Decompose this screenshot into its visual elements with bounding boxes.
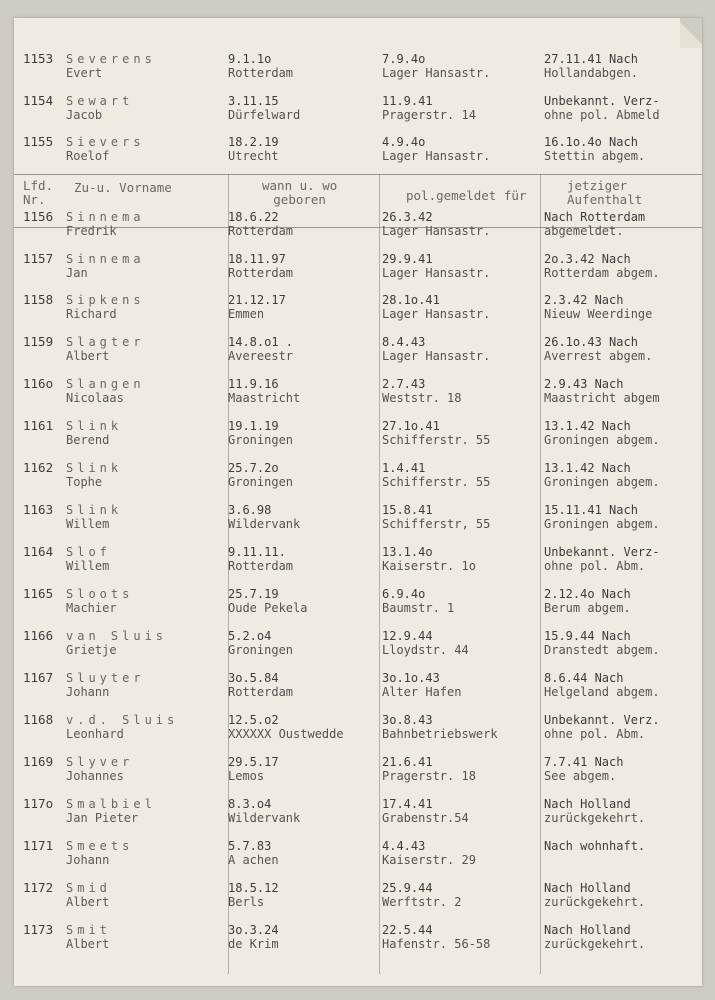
given-name: Jan bbox=[66, 266, 88, 280]
registration-address: Lloydstr. 44 bbox=[382, 643, 469, 657]
current-location-line1: 2o.3.42 Nach bbox=[544, 252, 631, 266]
current-location-line1: 27.11.41 Nach bbox=[544, 52, 638, 66]
current-location-line1: 8.6.44 Nach bbox=[544, 671, 624, 685]
registration-address: Lager Hansastr. bbox=[382, 224, 491, 238]
registration-date: 17.4.41 bbox=[382, 797, 433, 811]
registration-date: 11.9.41 bbox=[382, 94, 433, 108]
registration-date: 27.1o.41 bbox=[382, 419, 440, 433]
table-row bbox=[14, 711, 702, 749]
birth-place: A achen bbox=[228, 853, 279, 867]
given-name: Johannes bbox=[66, 769, 124, 783]
birth-date: 9.11.11. bbox=[228, 545, 286, 559]
current-location-line1: Nach Rotterdam bbox=[544, 210, 646, 224]
table-row bbox=[14, 795, 702, 833]
birth-place: Oude Pekela bbox=[228, 601, 308, 615]
header-name: Zu-u. Vorname bbox=[74, 180, 172, 195]
current-location-line1: 16.1o.4o Nach bbox=[544, 135, 638, 149]
row-number: 1165 bbox=[23, 586, 54, 601]
current-location-line1: 15.9.44 Nach bbox=[544, 629, 631, 643]
birth-date: 25.7.2o bbox=[228, 461, 279, 475]
surname: Smeets bbox=[66, 839, 134, 853]
birth-place: Rotterdam bbox=[228, 224, 294, 238]
given-name: Tophe bbox=[66, 475, 103, 489]
surname: Smalbiel bbox=[66, 797, 156, 811]
folded-corner bbox=[680, 18, 702, 48]
table-row bbox=[14, 627, 702, 665]
current-location-line1: 2.3.42 Nach bbox=[544, 293, 624, 307]
row-number: 1173 bbox=[23, 922, 54, 937]
surname: Slagter bbox=[66, 335, 145, 349]
surname: Sinnema bbox=[66, 210, 145, 224]
current-location-line1: 2.9.43 Nach bbox=[544, 377, 624, 391]
row-number: 116o bbox=[23, 376, 54, 391]
current-location-line2: Maastricht abgem bbox=[544, 391, 660, 405]
surname: Slof bbox=[66, 545, 111, 559]
current-location-line1: Unbekannt. Verz. bbox=[544, 713, 660, 727]
registration-date: 29.9.41 bbox=[382, 252, 433, 266]
registration-date: 2.7.43 bbox=[382, 377, 426, 391]
surname: Sewart bbox=[66, 94, 134, 108]
table-row bbox=[14, 669, 702, 707]
registration-address: Baumstr. 1 bbox=[382, 601, 455, 615]
row-number: 1157 bbox=[23, 251, 54, 266]
birth-date: 5.2.o4 bbox=[228, 629, 272, 643]
registration-address: Kaiserstr. 1o bbox=[382, 559, 476, 573]
birth-place: Groningen bbox=[228, 643, 294, 657]
current-location-line2: Stettin abgem. bbox=[544, 149, 646, 163]
birth-date: 19.1.19 bbox=[228, 419, 279, 433]
given-name: Berend bbox=[66, 433, 110, 447]
table-row bbox=[14, 133, 702, 171]
header-registered: pol.gemeldet für bbox=[406, 188, 527, 203]
given-name: Jacob bbox=[66, 108, 103, 122]
registration-date: 6.9.4o bbox=[382, 587, 426, 601]
row-number: 1156 bbox=[23, 209, 54, 224]
current-location-line2: Groningen abgem. bbox=[544, 517, 660, 531]
surname: Sinnema bbox=[66, 252, 145, 266]
current-location-line2: Groningen abgem. bbox=[544, 475, 660, 489]
given-name: Fredrik bbox=[66, 224, 117, 238]
current-location-line2: Berum abgem. bbox=[544, 601, 631, 615]
header-location: jetziger Aufenthalt bbox=[567, 178, 643, 207]
surname: Slyver bbox=[66, 755, 134, 769]
birth-date: 29.5.17 bbox=[228, 755, 279, 769]
given-name: Nicolaas bbox=[66, 391, 124, 405]
current-location-line2: Rotterdam abgem. bbox=[544, 266, 660, 280]
birth-date: 3o.3.24 bbox=[228, 923, 279, 937]
birth-date: 18.11.97 bbox=[228, 252, 286, 266]
surname: Sloots bbox=[66, 587, 134, 601]
surname: Sievers bbox=[66, 135, 145, 149]
registration-date: 26.3.42 bbox=[382, 210, 433, 224]
birth-place: Rotterdam bbox=[228, 559, 294, 573]
registration-address: Lager Hansastr. bbox=[382, 307, 491, 321]
row-number: 1154 bbox=[23, 93, 54, 108]
birth-place: Groningen bbox=[228, 433, 294, 447]
birth-date: 25.7.19 bbox=[228, 587, 279, 601]
row-number: 1153 bbox=[23, 51, 54, 66]
registration-address: Pragerstr. 18 bbox=[382, 769, 476, 783]
table-row bbox=[14, 921, 702, 959]
table-row bbox=[14, 837, 702, 875]
registration-address: Lager Hansastr. bbox=[382, 266, 491, 280]
registration-date: 21.6.41 bbox=[382, 755, 433, 769]
given-name: Johann bbox=[66, 853, 110, 867]
table-row bbox=[14, 585, 702, 623]
birth-date: 8.3.o4 bbox=[228, 797, 272, 811]
registration-date: 13.1.4o bbox=[382, 545, 433, 559]
current-location-line1: Unbekannt. Verz- bbox=[544, 94, 660, 108]
table-row bbox=[14, 753, 702, 791]
current-location-line1: 13.1.42 Nach bbox=[544, 461, 631, 475]
table-row bbox=[14, 92, 702, 130]
table-row bbox=[14, 375, 702, 413]
birth-place: Emmen bbox=[228, 307, 265, 321]
surname: van Sluis bbox=[66, 629, 168, 643]
row-number: 1158 bbox=[23, 292, 54, 307]
birth-place: Wildervank bbox=[228, 811, 301, 825]
registration-address: Pragerstr. 14 bbox=[382, 108, 476, 122]
registration-date: 25.9.44 bbox=[382, 881, 433, 895]
given-name: Roelof bbox=[66, 149, 110, 163]
current-location-line2: Nieuw Weerdinge bbox=[544, 307, 653, 321]
birth-date: 5.7.83 bbox=[228, 839, 272, 853]
current-location-line1: 7.7.41 Nach bbox=[544, 755, 624, 769]
table-row bbox=[14, 291, 702, 329]
current-location-line1: 26.1o.43 Nach bbox=[544, 335, 638, 349]
row-number: 1171 bbox=[23, 838, 54, 853]
current-location-line2: Averrest abgem. bbox=[544, 349, 653, 363]
birth-date: 9.1.1o bbox=[228, 52, 272, 66]
current-location-line2: zurückgekehrt. bbox=[544, 895, 646, 909]
given-name: Albert bbox=[66, 349, 110, 363]
birth-date: 3.11.15 bbox=[228, 94, 279, 108]
birth-date: 21.12.17 bbox=[228, 293, 286, 307]
table-row bbox=[14, 50, 702, 88]
registration-address: Lager Hansastr. bbox=[382, 149, 491, 163]
given-name: Albert bbox=[66, 895, 110, 909]
current-location-line2: Dranstedt abgem. bbox=[544, 643, 660, 657]
registration-address: Schifferstr, 55 bbox=[382, 517, 491, 531]
birth-place: Rotterdam bbox=[228, 266, 294, 280]
registration-date: 22.5.44 bbox=[382, 923, 433, 937]
birth-place: Maastricht bbox=[228, 391, 301, 405]
birth-place: de Krim bbox=[228, 937, 279, 951]
row-number: 1163 bbox=[23, 502, 54, 517]
current-location-line1: 15.11.41 Nach bbox=[544, 503, 638, 517]
surname: Slink bbox=[66, 461, 123, 475]
birth-place: Wildervank bbox=[228, 517, 301, 531]
registration-date: 28.1o.41 bbox=[382, 293, 440, 307]
row-number: 1159 bbox=[23, 334, 54, 349]
surname: Slink bbox=[66, 503, 123, 517]
surname: Severens bbox=[66, 52, 156, 66]
table-row bbox=[14, 417, 702, 455]
current-location-line2: Hollandabgen. bbox=[544, 66, 638, 80]
current-location-line2: zurückgekehrt. bbox=[544, 811, 646, 825]
current-location-line2: Groningen abgem. bbox=[544, 433, 660, 447]
register-page bbox=[14, 18, 702, 986]
registration-address: Schifferstr. 55 bbox=[382, 475, 491, 489]
birth-date: 18.5.12 bbox=[228, 881, 279, 895]
current-location-line1: Unbekannt. Verz- bbox=[544, 545, 660, 559]
registration-date: 4.9.4o bbox=[382, 135, 426, 149]
row-number: 1172 bbox=[23, 880, 54, 895]
current-location-line2: ohne pol. Abmeld bbox=[544, 108, 660, 122]
registration-address: Schifferstr. 55 bbox=[382, 433, 491, 447]
row-number: 1161 bbox=[23, 418, 54, 433]
table-row bbox=[14, 501, 702, 539]
registration-date: 7.9.4o bbox=[382, 52, 426, 66]
birth-date: 3.6.98 bbox=[228, 503, 272, 517]
row-number: 1162 bbox=[23, 460, 54, 475]
row-number: 117o bbox=[23, 796, 54, 811]
birth-place: Utrecht bbox=[228, 149, 279, 163]
registration-date: 4.4.43 bbox=[382, 839, 426, 853]
birth-date: 18.6.22 bbox=[228, 210, 279, 224]
surname: Sipkens bbox=[66, 293, 145, 307]
surname: Slink bbox=[66, 419, 123, 433]
surname: Sluyter bbox=[66, 671, 145, 685]
birth-place: Lemos bbox=[228, 769, 265, 783]
birth-date: 18.2.19 bbox=[228, 135, 279, 149]
registration-address: Lager Hansastr. bbox=[382, 66, 491, 80]
row-number: 1164 bbox=[23, 544, 54, 559]
table-row bbox=[14, 208, 702, 246]
given-name: Willem bbox=[66, 559, 110, 573]
birth-place: XXXXXX Oustwedde bbox=[228, 727, 344, 741]
birth-date: 12.5.o2 bbox=[228, 713, 279, 727]
given-name: Jan Pieter bbox=[66, 811, 139, 825]
registration-date: 3o.8.43 bbox=[382, 713, 433, 727]
current-location-line2: ohne pol. Abm. bbox=[544, 559, 646, 573]
surname: Slangen bbox=[66, 377, 145, 391]
given-name: Johann bbox=[66, 685, 110, 699]
registration-address: Lager Hansastr. bbox=[382, 349, 491, 363]
current-location-line2: ohne pol. Abm. bbox=[544, 727, 646, 741]
header-born: wann u. wo geboren bbox=[262, 178, 338, 207]
given-name: Albert bbox=[66, 937, 110, 951]
birth-place: Berls bbox=[228, 895, 265, 909]
birth-date: 3o.5.84 bbox=[228, 671, 279, 685]
given-name: Richard bbox=[66, 307, 117, 321]
current-location-line1: Nach Holland bbox=[544, 797, 631, 811]
birth-date: 11.9.16 bbox=[228, 377, 279, 391]
surname: Smid bbox=[66, 881, 111, 895]
table-row bbox=[14, 879, 702, 917]
row-number: 1169 bbox=[23, 754, 54, 769]
registration-address: Kaiserstr. 29 bbox=[382, 853, 476, 867]
header-number: Lfd. Nr. bbox=[23, 178, 54, 207]
current-location-line2: Helgeland abgem. bbox=[544, 685, 660, 699]
registration-date: 8.4.43 bbox=[382, 335, 426, 349]
registration-date: 15.8.41 bbox=[382, 503, 433, 517]
current-location-line1: 2.12.4o Nach bbox=[544, 587, 631, 601]
current-location-line1: 13.1.42 Nach bbox=[544, 419, 631, 433]
registration-address: Hafenstr. 56-58 bbox=[382, 937, 491, 951]
birth-date: 14.8.o1 . bbox=[228, 335, 294, 349]
table-row bbox=[14, 459, 702, 497]
given-name: Machier bbox=[66, 601, 117, 615]
row-number: 1167 bbox=[23, 670, 54, 685]
current-location-line2: abgemeldet. bbox=[544, 224, 624, 238]
birth-place: Rotterdam bbox=[228, 685, 294, 699]
current-location-line1: Nach wohnhaft. bbox=[544, 839, 646, 853]
current-location-line2: See abgem. bbox=[544, 769, 617, 783]
registration-address: Alter Hafen bbox=[382, 685, 462, 699]
surname: v.d. Sluis bbox=[66, 713, 179, 727]
registration-address: Bahnbetriebswerk bbox=[382, 727, 498, 741]
registration-address: Grabenstr.54 bbox=[382, 811, 469, 825]
table-row bbox=[14, 250, 702, 288]
birth-place: Groningen bbox=[228, 475, 294, 489]
current-location-line2: zurückgekehrt. bbox=[544, 937, 646, 951]
current-location-line1: Nach Holland bbox=[544, 881, 631, 895]
registration-date: 12.9.44 bbox=[382, 629, 433, 643]
row-number: 1166 bbox=[23, 628, 54, 643]
given-name: Willem bbox=[66, 517, 110, 531]
given-name: Leonhard bbox=[66, 727, 124, 741]
registration-address: Weststr. 18 bbox=[382, 391, 462, 405]
given-name: Grietje bbox=[66, 643, 117, 657]
current-location-line1: Nach Holland bbox=[544, 923, 631, 937]
table-row bbox=[14, 333, 702, 371]
surname: Smit bbox=[66, 923, 111, 937]
row-number: 1168 bbox=[23, 712, 54, 727]
table-row bbox=[14, 543, 702, 581]
row-number: 1155 bbox=[23, 134, 54, 149]
birth-place: Dürfelward bbox=[228, 108, 301, 122]
registration-date: 1.4.41 bbox=[382, 461, 426, 475]
given-name: Evert bbox=[66, 66, 103, 80]
registration-address: Werftstr. 2 bbox=[382, 895, 462, 909]
birth-place: Avereestr bbox=[228, 349, 294, 363]
birth-place: Rotterdam bbox=[228, 66, 294, 80]
registration-date: 3o.1o.43 bbox=[382, 671, 440, 685]
